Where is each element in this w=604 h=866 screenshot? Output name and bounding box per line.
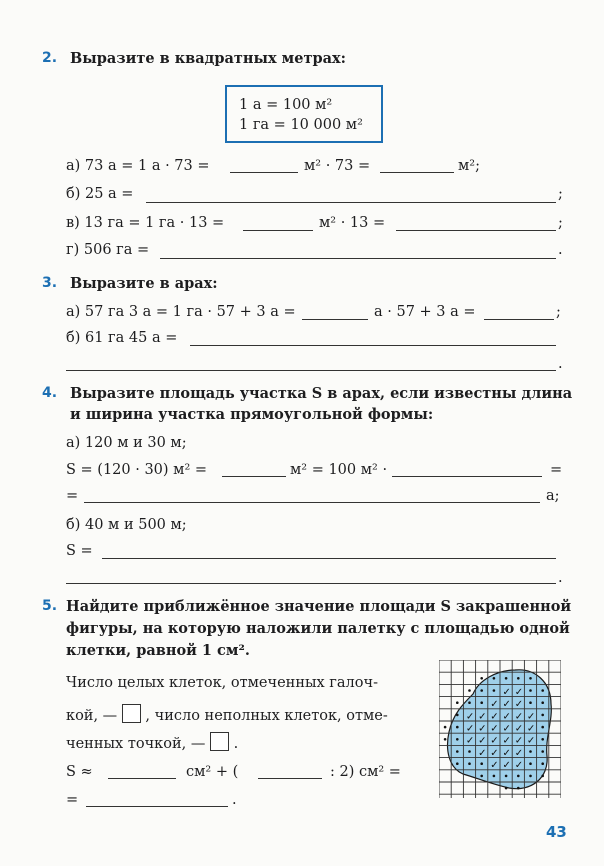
task3-a-label: а) 57 га 3 а = 1 га · 57 + 3 а =	[66, 304, 296, 320]
partial-cell-dot	[468, 762, 471, 765]
task5-text-line2	[66, 704, 388, 724]
check-mark: ✓	[526, 711, 536, 723]
partial-cell-dot	[468, 750, 471, 753]
check-mark: ✓	[490, 723, 499, 735]
task5-formula-start: S ≈	[66, 764, 93, 780]
task2-a-mid: м² · 73 =	[304, 158, 371, 174]
task4-b-label: б) 40 м и 500 м;	[66, 517, 187, 533]
task2-d-label: г) 506 га =	[66, 242, 150, 258]
check-mark: ✓	[514, 735, 524, 747]
task5-formula-mid2: : 2) см² =	[330, 764, 401, 780]
partial-cell-dot	[505, 677, 508, 680]
task5-heading-line3: клетки, равной 1 см².	[66, 642, 250, 659]
partial-cell-dot	[444, 738, 447, 741]
task5-text-line3b: .	[233, 736, 239, 752]
partial-cell-dot	[505, 775, 508, 778]
check-mark: ✓	[502, 686, 511, 698]
task4-b-blank2[interactable]	[66, 583, 556, 584]
check-mark: ✓	[478, 711, 487, 723]
task2-c-blank1[interactable]	[243, 230, 313, 231]
partial-cell-dot	[541, 714, 544, 717]
partial-cells-answer-box[interactable]	[210, 732, 229, 751]
task5-text-line3a: ченных точкой, —	[66, 736, 206, 752]
check-mark: ✓	[502, 735, 511, 747]
check-mark: ✓	[514, 686, 524, 698]
task4-a-blank3[interactable]	[84, 502, 540, 503]
task3-b-end: .	[558, 356, 563, 372]
task5-heading-line1: Найдите приближённое значение площади S закрашенной	[66, 598, 572, 615]
check-mark: ✓	[502, 747, 511, 759]
task3-b-label: б) 61 га 45 а =	[66, 330, 178, 346]
partial-cell-dot	[529, 762, 532, 765]
partial-cell-dot	[529, 677, 532, 680]
task2-a-blank1[interactable]	[230, 172, 298, 173]
partial-cell-dot	[456, 701, 459, 704]
check-mark: ✓	[478, 735, 487, 747]
partial-cell-dot	[456, 726, 459, 729]
task2-d-blank[interactable]	[160, 258, 556, 259]
task2-c-mid: м² · 13 =	[319, 215, 386, 231]
partial-cell-dot	[529, 750, 532, 753]
partial-cell-dot	[456, 750, 459, 753]
partial-cell-dot	[444, 726, 447, 729]
task4-a-second-start: =	[66, 488, 79, 504]
partial-cell-dot	[480, 762, 483, 765]
task3-a-blank1[interactable]	[302, 319, 368, 320]
task2-b-end: ;	[558, 186, 563, 202]
check-mark: ✓	[490, 747, 499, 759]
task2-number: 2.	[42, 50, 58, 66]
task3-number: 3.	[42, 275, 58, 291]
check-mark: ✓	[490, 699, 499, 711]
check-mark: ✓	[465, 723, 475, 735]
task4-a-second-end: а;	[546, 488, 560, 504]
task4-b-blank1[interactable]	[102, 558, 556, 559]
check-mark: ✓	[478, 723, 487, 735]
task2-heading: Выразите в квадратных метрах:	[70, 50, 347, 67]
check-mark: ✓	[490, 711, 499, 723]
check-mark: ✓	[526, 735, 536, 747]
task2-b-blank[interactable]	[146, 202, 556, 203]
partial-cell-dot	[541, 775, 544, 778]
partial-cell-dot	[541, 689, 544, 692]
area-units-box	[225, 85, 383, 143]
task5-number: 5.	[42, 598, 58, 614]
check-mark: ✓	[514, 699, 524, 711]
task5-text-line2a: кой, —	[66, 708, 118, 724]
task4-b-formula-start: S =	[66, 543, 93, 559]
partial-cell-dot	[456, 714, 459, 717]
partial-cell-dot	[541, 726, 544, 729]
check-mark: ✓	[502, 760, 511, 772]
task5-blank3[interactable]	[86, 806, 228, 807]
task4-a-blank1[interactable]	[222, 476, 286, 477]
task5-text-line2b: , число неполных клеток, отме-	[145, 708, 388, 724]
check-mark: ✓	[490, 735, 499, 747]
box-line-ar: 1 а = 100 м²	[239, 97, 333, 113]
check-mark: ✓	[526, 723, 536, 735]
palette-grid-figure	[439, 660, 561, 798]
task4-a-formula-end: =	[550, 462, 563, 478]
task4-heading-line1: Выразите площадь участка S в арах, если известны длина	[70, 385, 573, 402]
task3-b-blank1[interactable]	[190, 345, 556, 346]
task2-a-end: м²;	[458, 158, 480, 174]
partial-cell-dot	[529, 775, 532, 778]
check-mark: ✓	[502, 699, 511, 711]
partial-cell-dot	[480, 689, 483, 692]
check-mark: ✓	[465, 735, 475, 747]
partial-cell-dot	[480, 775, 483, 778]
task4-a-formula-mid: м² = 100 м² ·	[290, 462, 388, 478]
box-line-hectare: 1 га = 10 000 м²	[239, 117, 363, 133]
task5-formula-mid: см² + (	[186, 764, 239, 780]
partial-cell-dot	[517, 787, 520, 790]
partial-cell-dot	[541, 738, 544, 741]
check-mark: ✓	[490, 760, 499, 772]
task5-text-line1: Число целых клеток, отмеченных галоч-	[66, 675, 378, 691]
check-mark: ✓	[478, 747, 487, 759]
partial-cell-dot	[541, 750, 544, 753]
task5-heading-line2: фигуры, на которую наложили палетку с площадью одной	[66, 620, 570, 637]
partial-cell-dot	[517, 677, 520, 680]
check-mark: ✓	[465, 711, 475, 723]
partial-cell-dot	[480, 701, 483, 704]
task2-c-end: ;	[558, 215, 563, 231]
task3-a-mid: а · 57 + 3 а =	[374, 304, 476, 320]
task2-b-label: б) 25 а =	[66, 186, 134, 202]
check-mark: ✓	[514, 723, 524, 735]
partial-cell-dot	[468, 701, 471, 704]
task2-c-blank2[interactable]	[396, 230, 556, 231]
task5-formula2-start: =	[66, 792, 79, 808]
task3-a-blank2[interactable]	[484, 319, 554, 320]
check-mark: ✓	[514, 760, 524, 772]
task4-a-blank2[interactable]	[392, 476, 542, 477]
task2-d-end: .	[558, 242, 563, 258]
partial-cell-dot	[456, 738, 459, 741]
partial-cell-dot	[493, 689, 496, 692]
task3-heading: Выразите в арах:	[70, 275, 218, 292]
check-mark: ✓	[514, 747, 524, 759]
partial-cell-dot	[468, 689, 471, 692]
partial-cell-dot	[541, 701, 544, 704]
check-mark: ✓	[502, 723, 511, 735]
partial-cell-dot	[456, 762, 459, 765]
partial-cell-dot	[541, 762, 544, 765]
task4-b-end: .	[558, 570, 563, 586]
partial-cell-dot	[480, 677, 483, 680]
partial-cell-dot	[517, 775, 520, 778]
task4-a-label: а) 120 м и 30 м;	[66, 435, 187, 451]
partial-cell-dot	[493, 775, 496, 778]
task2-c-label: в) 13 га = 1 га · 13 =	[66, 215, 225, 231]
task3-b-blank2[interactable]	[66, 370, 556, 371]
task2-a-blank2[interactable]	[380, 172, 454, 173]
task5-text-line3	[66, 732, 238, 752]
task5-formula2-end: .	[232, 792, 237, 808]
task4-heading-line2: и ширина участка прямоугольной формы:	[70, 406, 434, 423]
page-number: 43	[546, 823, 567, 841]
partial-cell-dot	[529, 701, 532, 704]
full-cells-answer-box[interactable]	[122, 704, 141, 723]
task5-blank1[interactable]	[108, 778, 176, 779]
partial-cell-dot	[529, 689, 532, 692]
check-mark: ✓	[514, 711, 524, 723]
task4-a-formula-start: S = (120 · 30) м² =	[66, 462, 208, 478]
partial-cell-dot	[493, 677, 496, 680]
partial-cell-dot	[505, 787, 508, 790]
check-mark: ✓	[502, 711, 511, 723]
task5-blank2[interactable]	[258, 778, 322, 779]
task4-number: 4.	[42, 385, 58, 401]
task2-a-label: а) 73 а = 1 а · 73 =	[66, 158, 210, 174]
task3-a-end: ;	[556, 304, 561, 320]
